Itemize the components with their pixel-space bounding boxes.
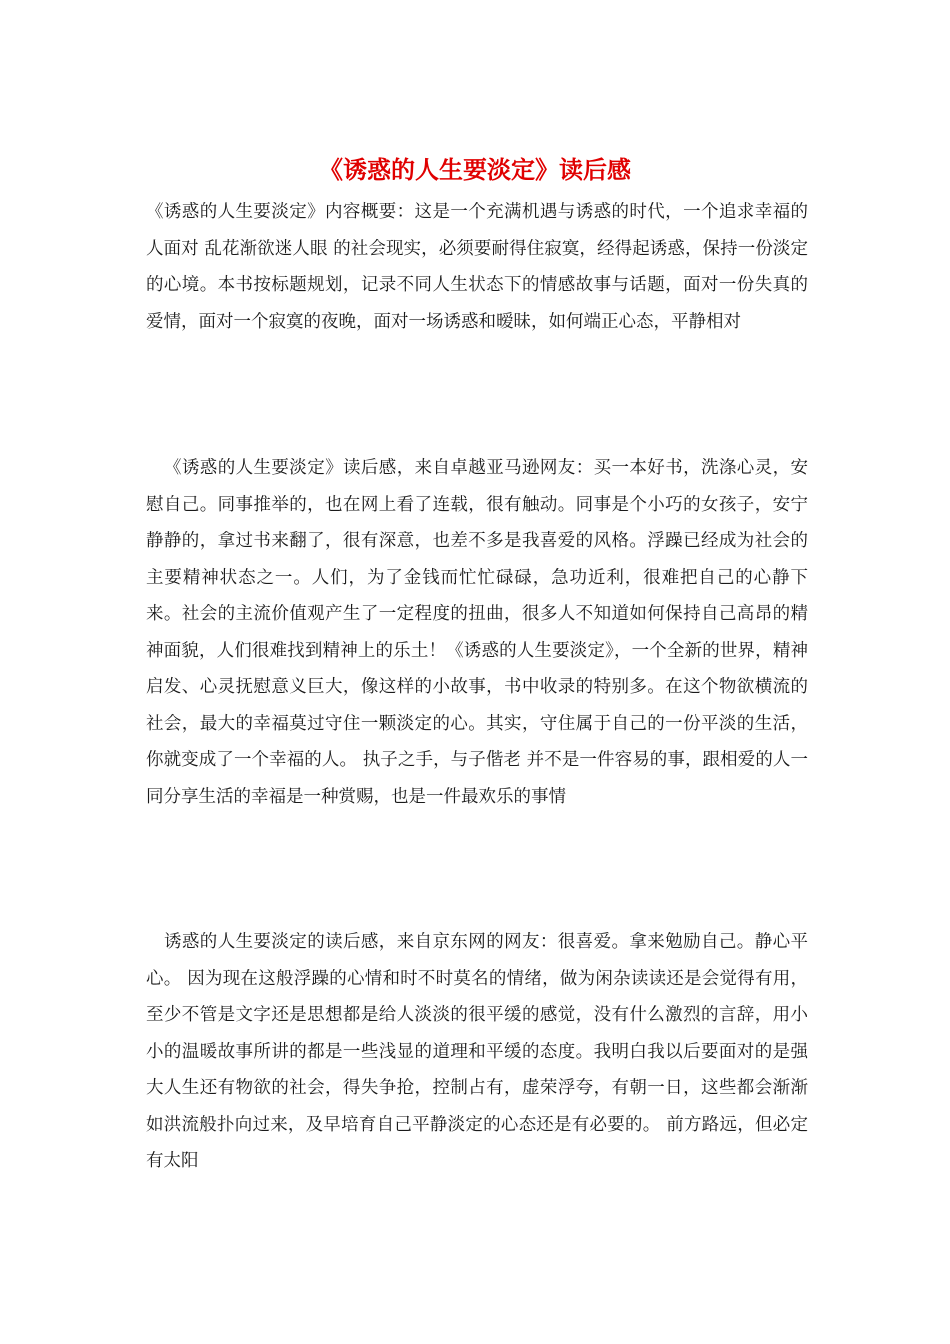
paragraph-review-amazon: 《诱惑的人生要淡定》读后感，来自卓越亚马逊网友：买一本好书，洗涤心灵，安慰自己。同事推举的，也在网上看了连载，很有触动。同事是个小巧的女孩子，安宁静静的，拿过书来翻了，很有深意，也差不多是我喜爱的风格。浮躁已经成为社会的主要精神状态之一。人们，为了金钱而忙忙碌碌，急功近利，很难把自己的心静下来。社会的主流价值观产生了一定程度的扭曲，很多人不知道如何保持自己高昂的精神面貌，人们很难找到精神上的乐土！《诱惑的人生要淡定》，一个全新的世界，精神启发、心灵抚慰意义巨大，像这样的小故事，书中收录的特别多。在这个物欲横流的社会，最大的幸福莫过守住一颗淡定的心。其实，守住属于自己的一份平淡的生活，你就变成了一个幸福的人。 执子之手，与子偕老 并不是一件容易的事，跟相爱的人一同分享生活的幸福是一种赏赐，也是一件最欢乐的事情 (146, 458, 808, 807)
paragraph-review-jd: 诱惑的人生要淡定的读后感，来自京东网的网友：很喜爱。拿来勉励自己。静心平心。 因为现在这般浮躁的心情和时不时莫名的情绪，做为闲杂读读还是会觉得有用，至少不管是文字还是思想都是给人淡淡的很平缓的感觉，没有什么激烈的言辞，用小小的温暖故事所讲的都是一些浅显的道理和平缓的态度。我明白我以后要面对的是强大人生还有物欲的社会，得失争抢，控制占有，虚荣浮夸，有朝一日，这些都会渐渐如洪流般扑向过来，及早培育自己平静淡定的心态还是有必要的。 前方路远，但必定有太阳 (146, 932, 808, 1171)
paragraph-summary: 《诱惑的人生要淡定》内容概要：这是一个充满机遇与诱惑的时代，一个追求幸福的人面对 乱花渐欲迷人眼 的社会现实，必须要耐得住寂寞，经得起诱惑，保持一份淡定的心境。本书按标题规划，记录不同人生状态下的情感故事与话题，面对一份失真的爱情，面对一个寂寞的夜晚，面对一场诱惑和暧昧，如何端正心态，平静相对 (146, 202, 808, 332)
document-title: 《诱惑的人生要淡定》读后感 (319, 155, 631, 184)
